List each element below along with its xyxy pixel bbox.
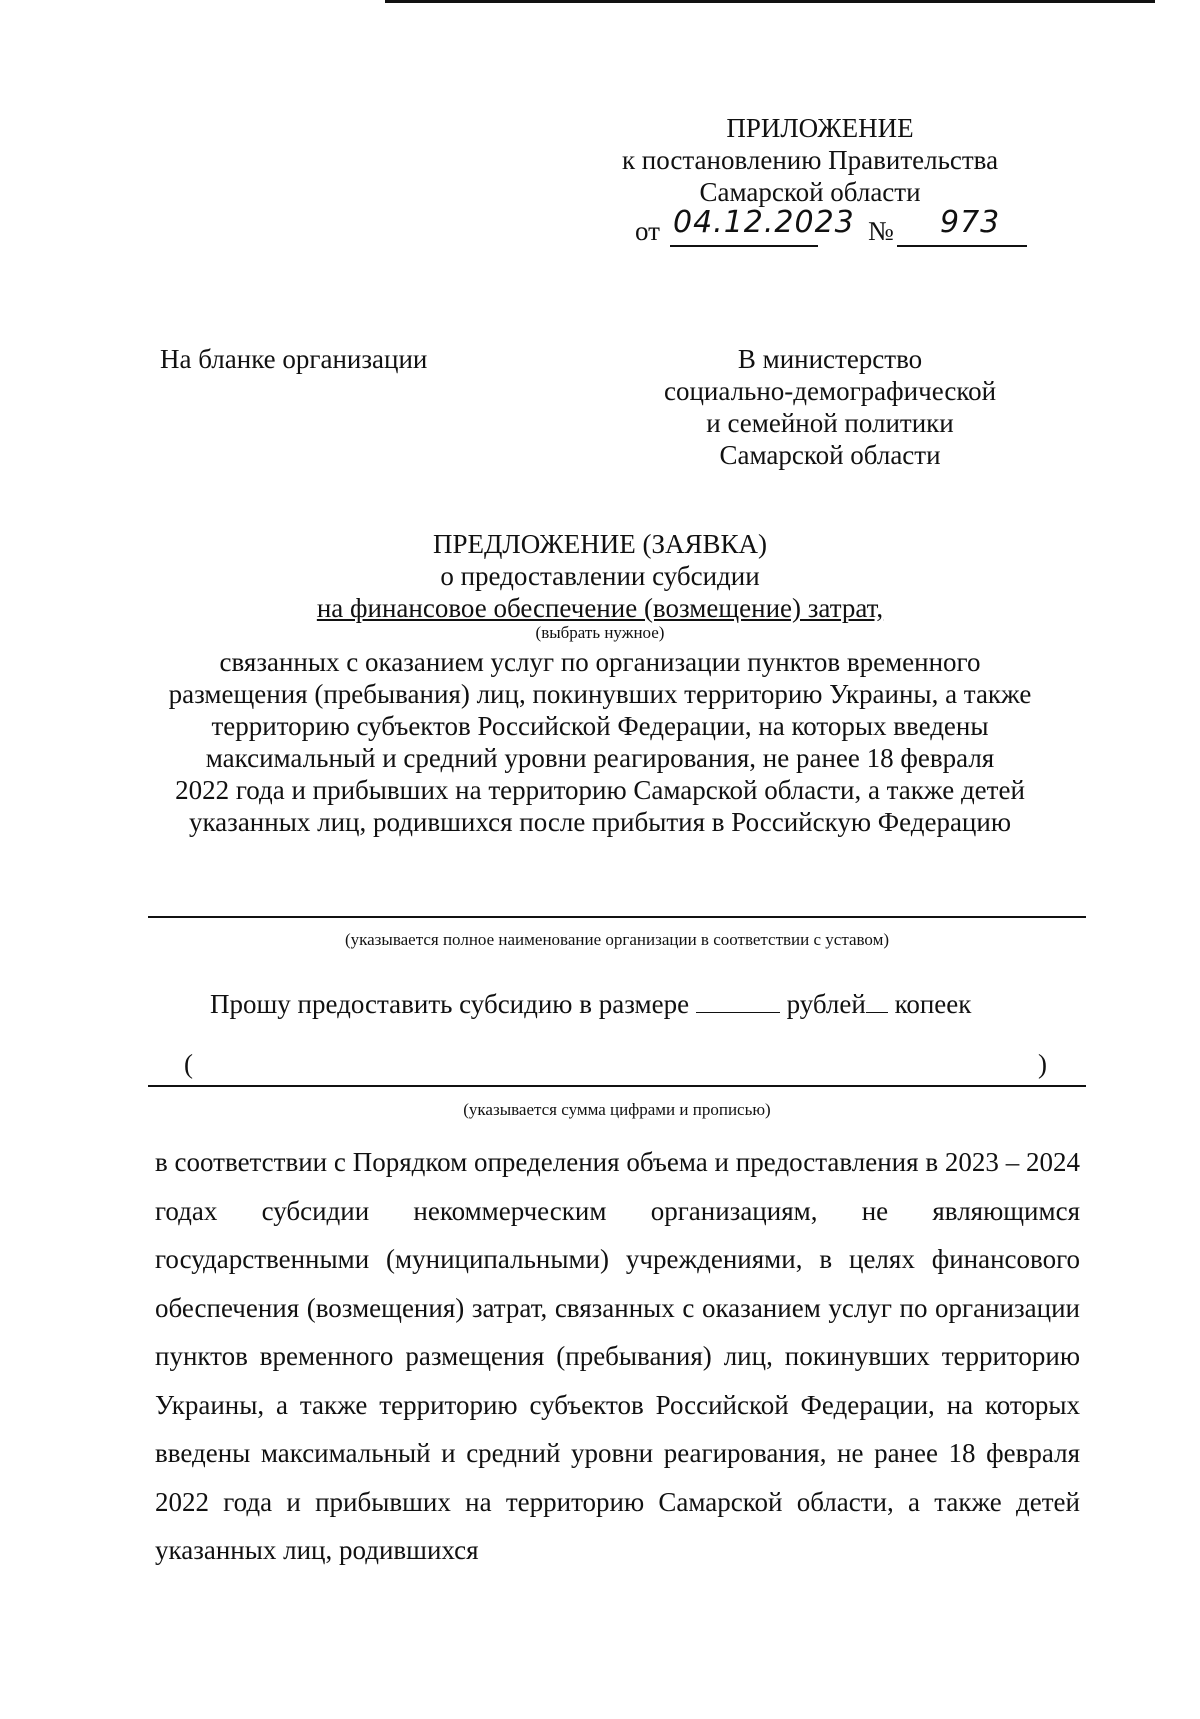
number-underline [897, 245, 1027, 247]
addressee-line: и семейной политики [706, 408, 954, 438]
appendix-resolution-line: к постановлению Правительства [621, 145, 999, 175]
rubles-blank [696, 988, 780, 1013]
handwritten-number: 973 [940, 205, 1001, 240]
kopecks-label: копеек [894, 989, 972, 1019]
title-choice-line: на финансовое обеспечение (возмещение) затрат, [316, 593, 884, 623]
org-name-fill-line [148, 916, 1086, 918]
title-line: максимальный и средний уровни реагирования, не ранее 18 февраля [205, 743, 995, 773]
org-name-note: (указывается полное наименование организации в соответствии с уставом) [344, 930, 890, 949]
document-heading: ПРЕДЛОЖЕНИЕ (ЗАЯВКА) [432, 529, 768, 559]
body-paragraph: в соответствии с Порядком определения объема и предоставления в 2023 – 2024 годах субсидии некоммерческим организациям, не являющимся государственными (муниципальными) учреждениями, в целях финансового обеспечения (возмещения) затрат, связанных с оказанием услуг по организации пунктов временного размещения (пребывания) лиц, покинувших территорию Украины, а также территорию субъектов Российской Федерации, на которых введены максимальный и средний уровни реагирования, не ранее 18 февраля 2022 года и прибывших на территорию Самарской области, а также детей указанных лиц, родившихся [155, 1147, 1080, 1565]
date-prefix: от [635, 216, 660, 246]
subsidy-request-line [210, 988, 971, 1020]
top-border-line [385, 0, 1155, 3]
handwritten-date: 04.12.2023 [673, 205, 855, 240]
appendix-region-line: Самарской области [699, 177, 921, 207]
request-prefix: Прошу предоставить субсидию в размере [210, 989, 690, 1019]
amount-paren-close: ) [1038, 1049, 1047, 1079]
title-line: территорию субъектов Российской Федерации, на которых введены [211, 711, 989, 741]
title-line: указанных лиц, родившихся после прибытия в Российскую Федерацию [188, 807, 1012, 837]
kopecks-blank [866, 988, 888, 1013]
amount-note: (указывается сумма цифрами и прописью) [463, 1100, 771, 1119]
addressee-line: социально-демографической [663, 376, 997, 406]
title-line: связанных с оказанием услуг по организации пунктов временного [219, 647, 981, 677]
document-title-block [120, 528, 1080, 838]
appendix-title: ПРИЛОЖЕНИЕ [726, 113, 914, 143]
amount-paren-open: ( [184, 1049, 193, 1079]
appendix-header [580, 112, 1060, 208]
amount-fill-line [148, 1085, 1086, 1087]
addressee-block [640, 343, 1020, 471]
title-line: 2022 года и прибывших на территорию Самарской области, а также детей [175, 775, 1025, 805]
rubles-label: рублей [786, 989, 866, 1019]
letterhead-label: На бланке организации [160, 344, 428, 374]
date-underline [670, 245, 818, 247]
title-choice-hint: (выбрать нужное) [535, 623, 665, 642]
addressee-line: В министерство [737, 344, 923, 374]
title-line: размещения (пребывания) лиц, покинувших территорию Украины, а также [168, 679, 1032, 709]
title-subsidy-line: о предоставлении субсидии [440, 561, 760, 591]
number-label: № [868, 216, 894, 246]
date-number-line [635, 205, 1075, 247]
addressee-line: Самарской области [719, 440, 941, 470]
